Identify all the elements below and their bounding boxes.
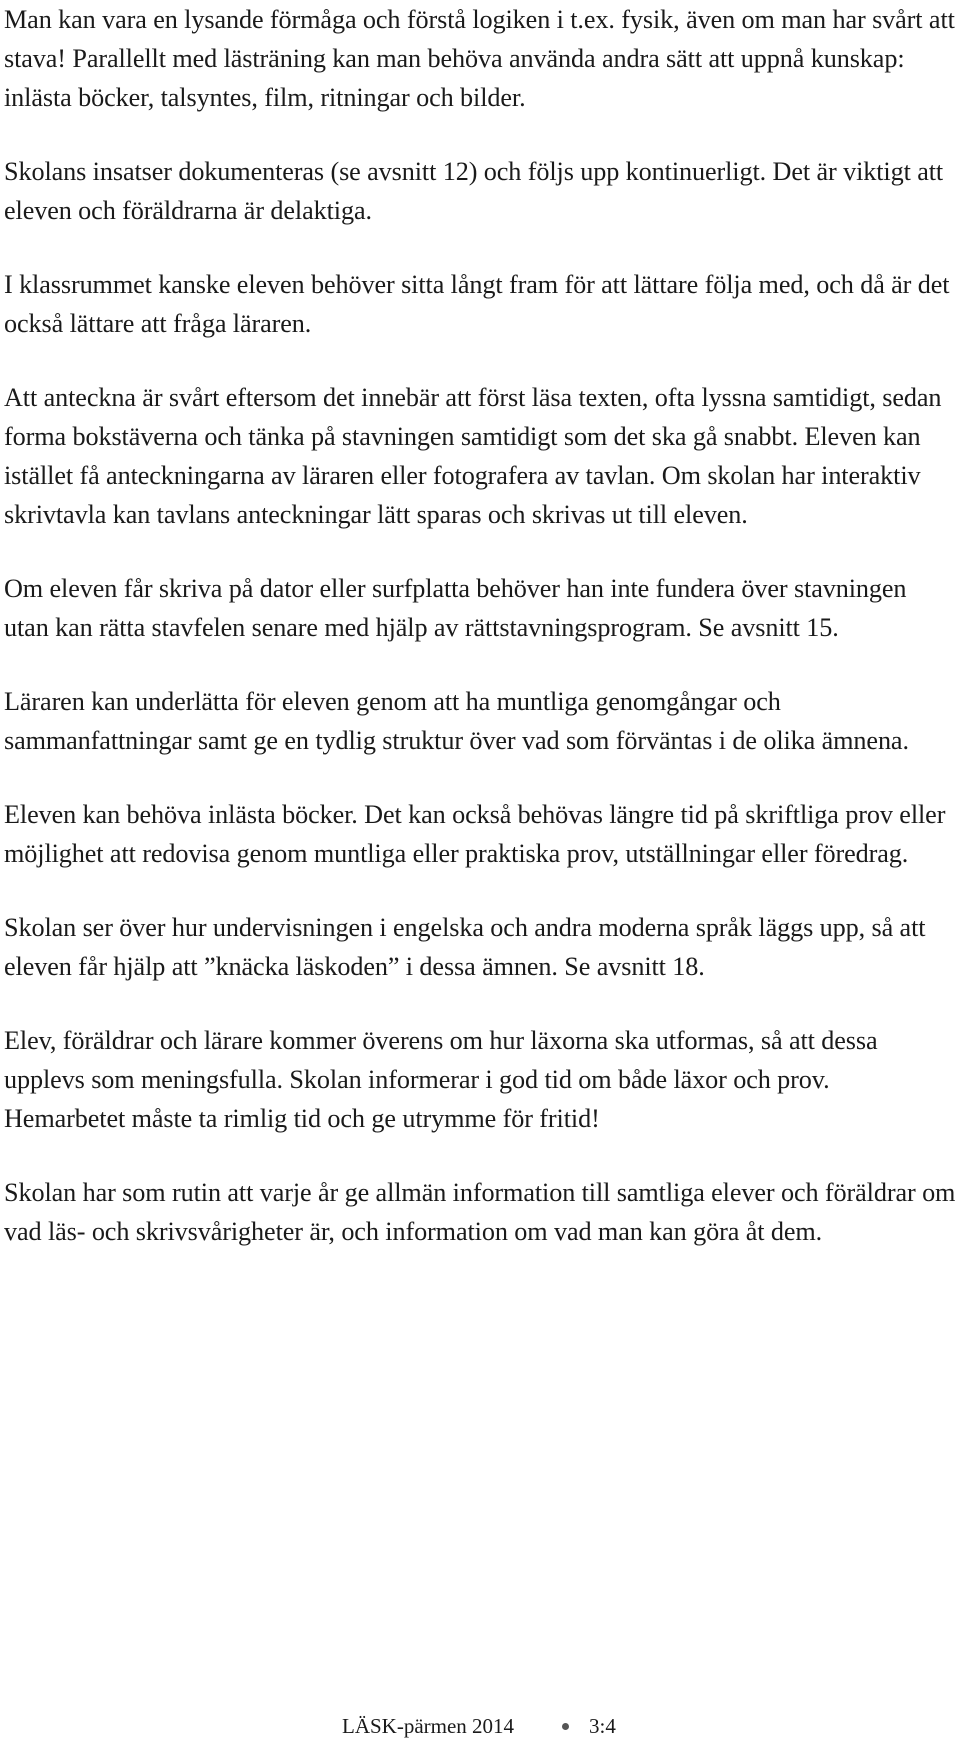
paragraph-8: Skolan ser över hur undervisningen i engelska och andra moderna språk läggs upp, så att eleven får hjälp att ”knäcka läskoden” i dessa ämnen. Se avsnitt 18.: [4, 913, 926, 981]
paragraph-10: Skolan har som rutin att varje år ge allmän information till samtliga elever och föräldrar om vad läs- och skrivsvårigheter är, och information om vad man kan göra åt dem.: [4, 1178, 956, 1246]
paragraph-7: Eleven kan behöva inlästa böcker. Det kan också behövas längre tid på skriftliga prov eller möjlighet att redovisa genom muntliga eller praktiska prov, utställningar eller föredrag.: [4, 800, 946, 868]
paragraph-9: Elev, föräldrar och lärare kommer överens om hur läxorna ska utformas, så att dessa upplevs som meningsfulla. Skolan informerar i god tid om både läxor och prov. Hemarbetet måste ta rimlig tid och ge utrymme för fritid!: [4, 1026, 878, 1133]
bullet-separator-icon: [562, 1723, 569, 1730]
document-page: [4, 0, 956, 1251]
paragraph-2: Skolans insatser dokumenteras (se avsnitt 12) och följs upp kontinuerligt. Det är viktigt att eleven och föräldrarna är delaktiga.: [4, 157, 944, 225]
paragraph-3: I klassrummet kanske eleven behöver sitta långt fram för att lättare följa med, och då är det också lättare att fråga läraren.: [4, 270, 950, 338]
paragraph-6: Läraren kan underlätta för eleven genom att ha muntliga genomgångar och sammanfattningar samt ge en tydlig struktur över vad som förväntas i de olika ämnena.: [4, 687, 909, 755]
paragraph-5: Om eleven får skriva på dator eller surfplatta behöver han inte fundera över stavningen utan kan rätta stavfelen senare med hjälp av rättstavningsprogram. Se avsnitt 15.: [4, 574, 907, 642]
paragraph-4: Att anteckna är svårt eftersom det innebär att först läsa texten, ofta lyssna samtidigt, sedan forma bokstäverna och tänka på stavningen samtidigt som det ska gå snabbt. Eleven kan istället få anteckningarna av läraren eller fotografera av tavlan. Om skolan har interaktiv skrivtavla kan tavlans anteckningar lätt sparas och skrivas ut till eleven.: [4, 383, 942, 529]
footer-publication: LÄSK-pärmen 2014: [342, 1714, 515, 1738]
paragraph-1: Man kan vara en lysande förmåga och förstå logiken i t.ex. fysik, även om man har svårt att stava! Parallellt med lästräning kan man behöva använda andra sätt att uppnå kunskap: inlästa böcker, talsyntes, film, ritningar och bilder.: [4, 5, 955, 112]
footer-page-number: 3:4: [589, 1714, 616, 1738]
